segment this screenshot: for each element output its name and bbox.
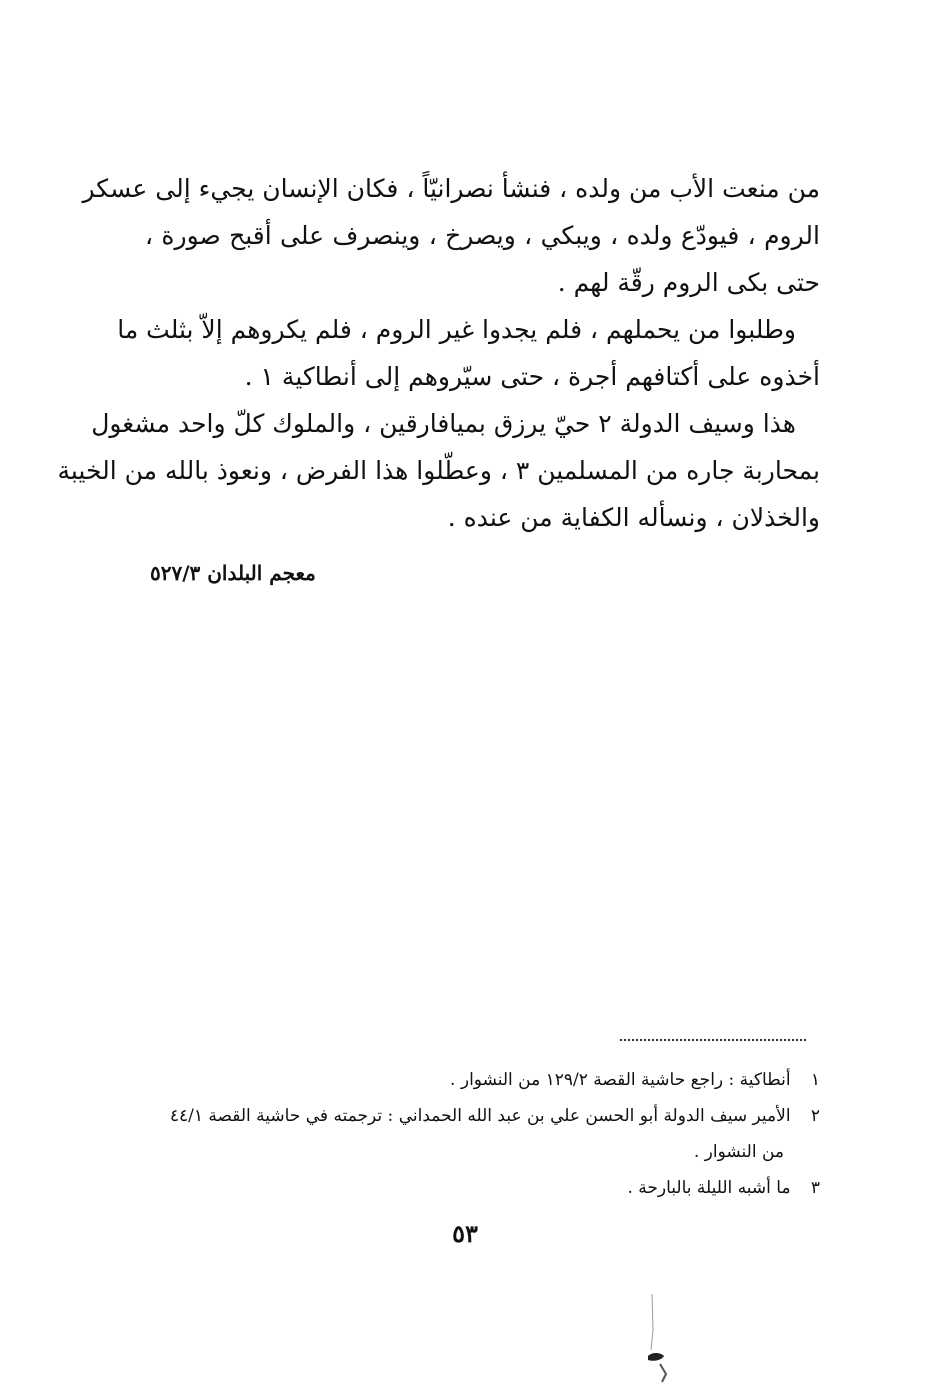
footnote-number: ٣ bbox=[810, 1178, 820, 1198]
body-line: حتى بكى الروم رقّة لهم . bbox=[557, 268, 820, 297]
body-text bbox=[57, 165, 820, 541]
footnote-number: ٢ bbox=[810, 1106, 820, 1126]
footnote-item bbox=[140, 1062, 820, 1098]
footnote-text: ما أشبه الليلة بالبارحة . bbox=[627, 1178, 791, 1198]
footnote-item bbox=[140, 1170, 820, 1206]
footnote-divider bbox=[620, 1039, 806, 1041]
body-line: بمحاربة جاره من المسلمين ٣ ، وعطّلوا هذا الفرض ، ونعوذ بالله من الخيبة bbox=[57, 456, 820, 485]
footnote-item bbox=[140, 1098, 820, 1134]
footnote-text: من النشوار . bbox=[693, 1142, 784, 1162]
body-line: الروم ، فيودّع ولده ، ويبكي ، ويصرخ ، وينصرف على أقبح صورة ، bbox=[145, 221, 820, 250]
body-line: من منعت الأب من ولده ، فنشأ نصرانيّاً ، فكان الإنسان يجيء إلى عسكر bbox=[82, 174, 820, 203]
footnote-text: أنطاكية : راجع حاشية القصة ١٢٩/٢ من النشوار . bbox=[450, 1070, 791, 1090]
source-reference: معجم البلدان ٥٢٧/٣ bbox=[150, 561, 316, 585]
footnotes bbox=[140, 1062, 820, 1206]
scan-artifact-mark bbox=[640, 1290, 690, 1384]
page-number: ٥٣ bbox=[452, 1219, 478, 1248]
footnote-number: ١ bbox=[810, 1070, 820, 1090]
footnote-continuation bbox=[140, 1134, 820, 1170]
body-line: وطلبوا من يحملهم ، فلم يجدوا غير الروم ، فلم يكروهم إلاّ بثلث ما bbox=[117, 315, 796, 344]
body-line: والخذلان ، ونسأله الكفاية من عنده . bbox=[447, 503, 820, 532]
footnote-text: الأمير سيف الدولة أبو الحسن علي بن عبد الله الحمداني : ترجمته في حاشية القصة ٤٤/١ bbox=[169, 1106, 791, 1126]
body-line: أخذوه على أكتافهم أجرة ، حتى سيّروهم إلى أنطاكية ١ . bbox=[244, 362, 820, 391]
body-line: هذا وسيف الدولة ٢ حيّ يرزق بميافارقين ، والملوك كلّ واحد مشغول bbox=[91, 409, 796, 438]
